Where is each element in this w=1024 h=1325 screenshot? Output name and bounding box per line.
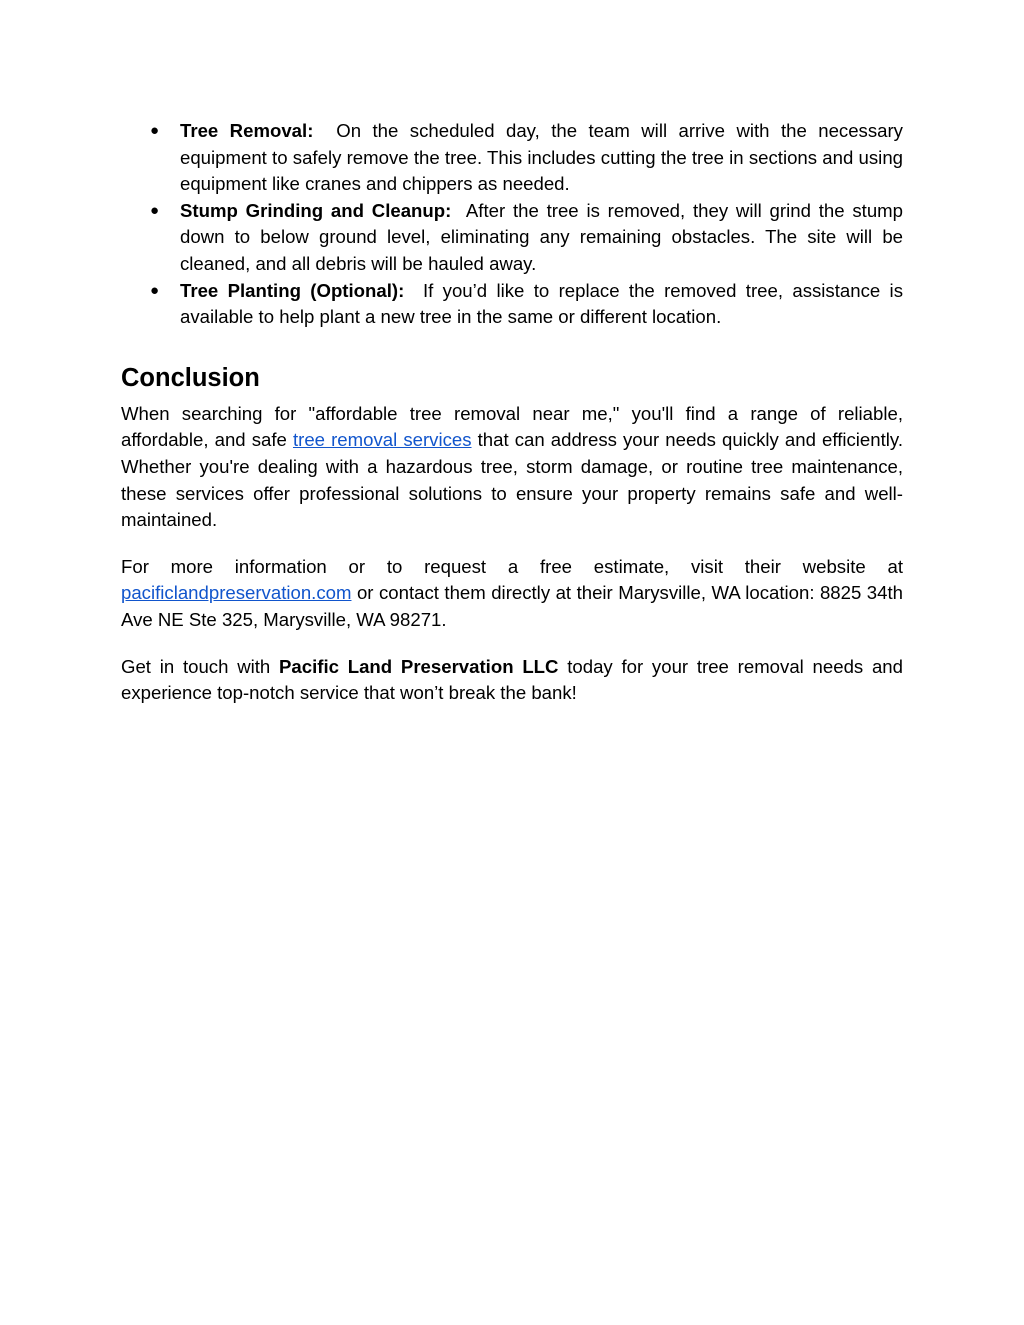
paragraph-text: For more information or to request a free estimate, visit their website at	[121, 555, 903, 577]
conclusion-paragraph-3	[121, 654, 903, 707]
bullet-icon: ●	[150, 201, 160, 219]
list-item-text: If you’d like to replace the removed tree, assistance is available to help plant a new tree in the same or different location.	[180, 279, 903, 328]
paragraph-text: When searching for "affordable tree removal near me," you'll find a range of reliable, affordable, and safe	[121, 402, 903, 451]
conclusion-paragraph-1	[121, 401, 903, 534]
list-item-body	[180, 198, 903, 278]
conclusion-paragraph-2	[121, 554, 903, 634]
bullet-icon: ●	[150, 122, 160, 139]
paragraph-text: that can address your needs quickly and efficiently. Whether you're dealing with a hazardous tree, storm damage, or routine tree maintenance, these services offer professional solutions to ensure your property remains safe and well-maintained.	[121, 429, 903, 531]
tree-removal-services-link[interactable]: tree removal services	[292, 429, 472, 451]
list-item-body	[180, 118, 903, 198]
list-item	[120, 198, 903, 278]
website-link[interactable]: pacificlandpreservation.com	[121, 582, 352, 604]
list-item-title: Tree Planting (Optional):	[180, 279, 405, 301]
list-item-title: Stump Grinding and Cleanup:	[180, 199, 452, 221]
conclusion-heading: Conclusion	[121, 363, 260, 392]
list-item	[120, 118, 903, 198]
company-name: Pacific Land Preservation LLC	[279, 655, 559, 677]
paragraph-text: Get in touch with	[121, 655, 280, 677]
list-item-text: On the scheduled day, the team will arrive with the necessary equipment to safely remove the tree. This includes cutting the tree in sections and using equipment like cranes and chippers as needed.	[180, 120, 903, 195]
paragraph-text: or contact them directly at their Marysville, WA location: 8825 34th Ave NE Ste 325, Marysville, WA 98271.	[121, 582, 903, 630]
paragraph-text: today for your tree removal needs and experience top-notch service that won’t break the bank!	[121, 655, 903, 704]
list-item-title: Tree Removal:	[180, 120, 314, 141]
document-page	[121, 118, 903, 727]
list-item-text: After the tree is removed, they will grind the stump down to below ground level, eliminating any remaining obstacles. The site will be cleaned, and all debris will be hauled away.	[180, 199, 903, 274]
bullet-icon: ●	[150, 281, 160, 299]
list-item	[120, 278, 903, 331]
list-item-body	[180, 278, 903, 331]
steps-bullet-list	[121, 118, 903, 331]
